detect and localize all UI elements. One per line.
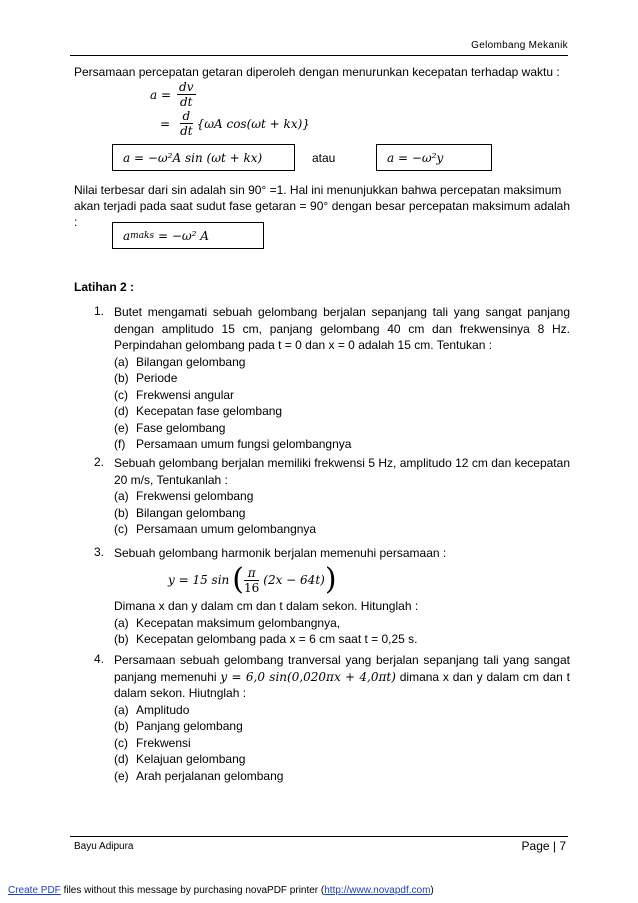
right-paren-glyph: ) — [324, 562, 337, 597]
equation-derivative — [160, 109, 310, 138]
list-item: (c) Persamaan umum gelombangnya — [114, 522, 317, 536]
list-item: (a) Amplitudo — [114, 702, 190, 717]
q3-eq-rhs: (2x − 64t) — [263, 573, 325, 587]
question-3-text-2: Dimana x dan y dalam cm dan t dalam sekon. Hitunglah : — [114, 599, 419, 613]
question-2-text: Sebuah gelombang berjalan memiliki frekwensi 5 Hz, amplitudo 12 cm dan kecepatan 20 m/s, Tentukanlah : — [114, 456, 570, 487]
watermark-end-text: ) — [430, 885, 434, 896]
box3-subscript: maks — [130, 230, 155, 241]
list-item: (d) Kelajuan gelombang — [114, 752, 246, 766]
header-rule — [70, 55, 568, 56]
atau-word: atau — [312, 151, 336, 165]
question-4-number: 4. — [94, 652, 105, 666]
novapdf-link[interactable]: http://www.novapdf.com — [324, 885, 431, 896]
list-item: (a) Frekwensi gelombang — [114, 489, 254, 503]
eq2-numerator: d — [180, 109, 193, 124]
running-header: Gelombang Mekanik — [471, 40, 568, 51]
eq1-lhs: a = — [150, 87, 172, 102]
equation-a-dvdt — [150, 80, 196, 109]
eq2-denominator: dt — [180, 124, 193, 138]
question-1-number: 1. — [94, 304, 105, 318]
list-item: (a) Kecepatan maksimum gelombangnya, — [114, 615, 341, 630]
left-paren-glyph: ( — [232, 562, 244, 597]
question-2-body — [114, 455, 570, 538]
exercise-title: Latihan 2 : — [74, 280, 135, 294]
max-acceleration-line2: akan terjadi pada saat sudut fase getaran = 90° dengan besar percepatan maksimum adalah : — [74, 199, 570, 229]
list-item: (d) Kecepatan fase gelombang — [114, 404, 283, 418]
list-item: (e) Arah perjalanan gelombang — [114, 768, 284, 783]
q3-eq-lhs: y = 15 sin — [168, 573, 230, 587]
question-3-equation — [168, 561, 337, 599]
list-item: (a) Bilangan gelombang — [114, 354, 246, 369]
watermark-middle-text: files without this message by purchasing novaPDF printer ( — [60, 885, 325, 896]
q3-numerator: π — [244, 566, 259, 581]
eq1-denominator: dt — [180, 95, 193, 109]
eq2-rhs: {ωA cos(ωt + kx)} — [196, 116, 310, 131]
question-3-number: 3. — [94, 545, 105, 559]
footer-rule — [70, 836, 568, 837]
eq2-equals: = — [160, 116, 171, 131]
equation-box-acceleration-y: a = −ω²y — [376, 144, 492, 171]
create-pdf-link[interactable]: Create PDF — [8, 885, 61, 896]
q3-denominator: 16 — [244, 580, 260, 595]
question-4-body — [114, 652, 570, 784]
q3-fraction — [244, 566, 259, 595]
question-1-body — [114, 304, 570, 453]
question-4-text-b: dimana x dan y dalam cm dan t dalam sekon. Hiutnglah : — [114, 669, 571, 700]
pdf-watermark — [8, 885, 434, 896]
box3-rhs: = −ω² A — [154, 228, 209, 243]
max-acceleration-line1: Nilai terbesar dari sin adalah sin 90° =1. Hal ini menunjukkan bahwa percepatan maksimum — [74, 183, 562, 197]
list-item: (b) Bilangan gelombang — [114, 505, 246, 520]
footer-author: Bayu Adipura — [74, 841, 134, 852]
question-3-body — [114, 545, 570, 562]
equation-box-a-maks — [112, 222, 264, 249]
list-item: (b) Panjang gelombang — [114, 719, 243, 733]
footer-page-number: Page | 7 — [521, 839, 566, 853]
eq1-numerator: dv — [179, 80, 194, 94]
list-item: (f) Persamaan umum fungsi gelombangnya — [114, 437, 352, 451]
list-item: (b) Kecepatan gelombang pada x = 6 cm saat t = 0,25 s. — [114, 632, 418, 646]
list-item: (c) Frekwensi — [114, 735, 191, 750]
equation-box-acceleration-sin: a = −ω²A sin (ωt + kx) — [112, 144, 295, 171]
intro-paragraph: Persamaan percepatan getaran diperoleh dengan menurunkan kecepatan terhadap waktu : — [74, 65, 560, 79]
question-3-body-2 — [114, 598, 570, 648]
question-4-equation: y = 6,0 sin(0,020πx + 4,0πt) — [220, 669, 396, 684]
question-4-text-a: Persamaan sebuah gelombang tranversal yang berjalan sepanjang tali yang sangat panjang memenuhi — [114, 653, 570, 684]
box3-a: a — [123, 228, 131, 243]
question-2-number: 2. — [94, 455, 105, 469]
question-3-text: Sebuah gelombang harmonik berjalan memenuhi persamaan : — [114, 546, 447, 560]
question-1-text: Butet mengamati sebuah gelombang berjalan sepanjang tali yang sangat panjang dengan amplitudo 15 cm, panjang gelombang 40 cm dan frekwensinya 8 Hz. Perpindahan gelombang pada t = 0 dan x = 0 adalah 15 cm. Tentukan : — [114, 305, 570, 352]
list-item: (c) Frekwensi angular — [114, 387, 235, 402]
eq1-fraction — [177, 80, 195, 109]
eq2-fraction — [180, 109, 193, 138]
list-item: (b) Periode — [114, 371, 178, 385]
list-item: (e) Fase gelombang — [114, 420, 226, 435]
